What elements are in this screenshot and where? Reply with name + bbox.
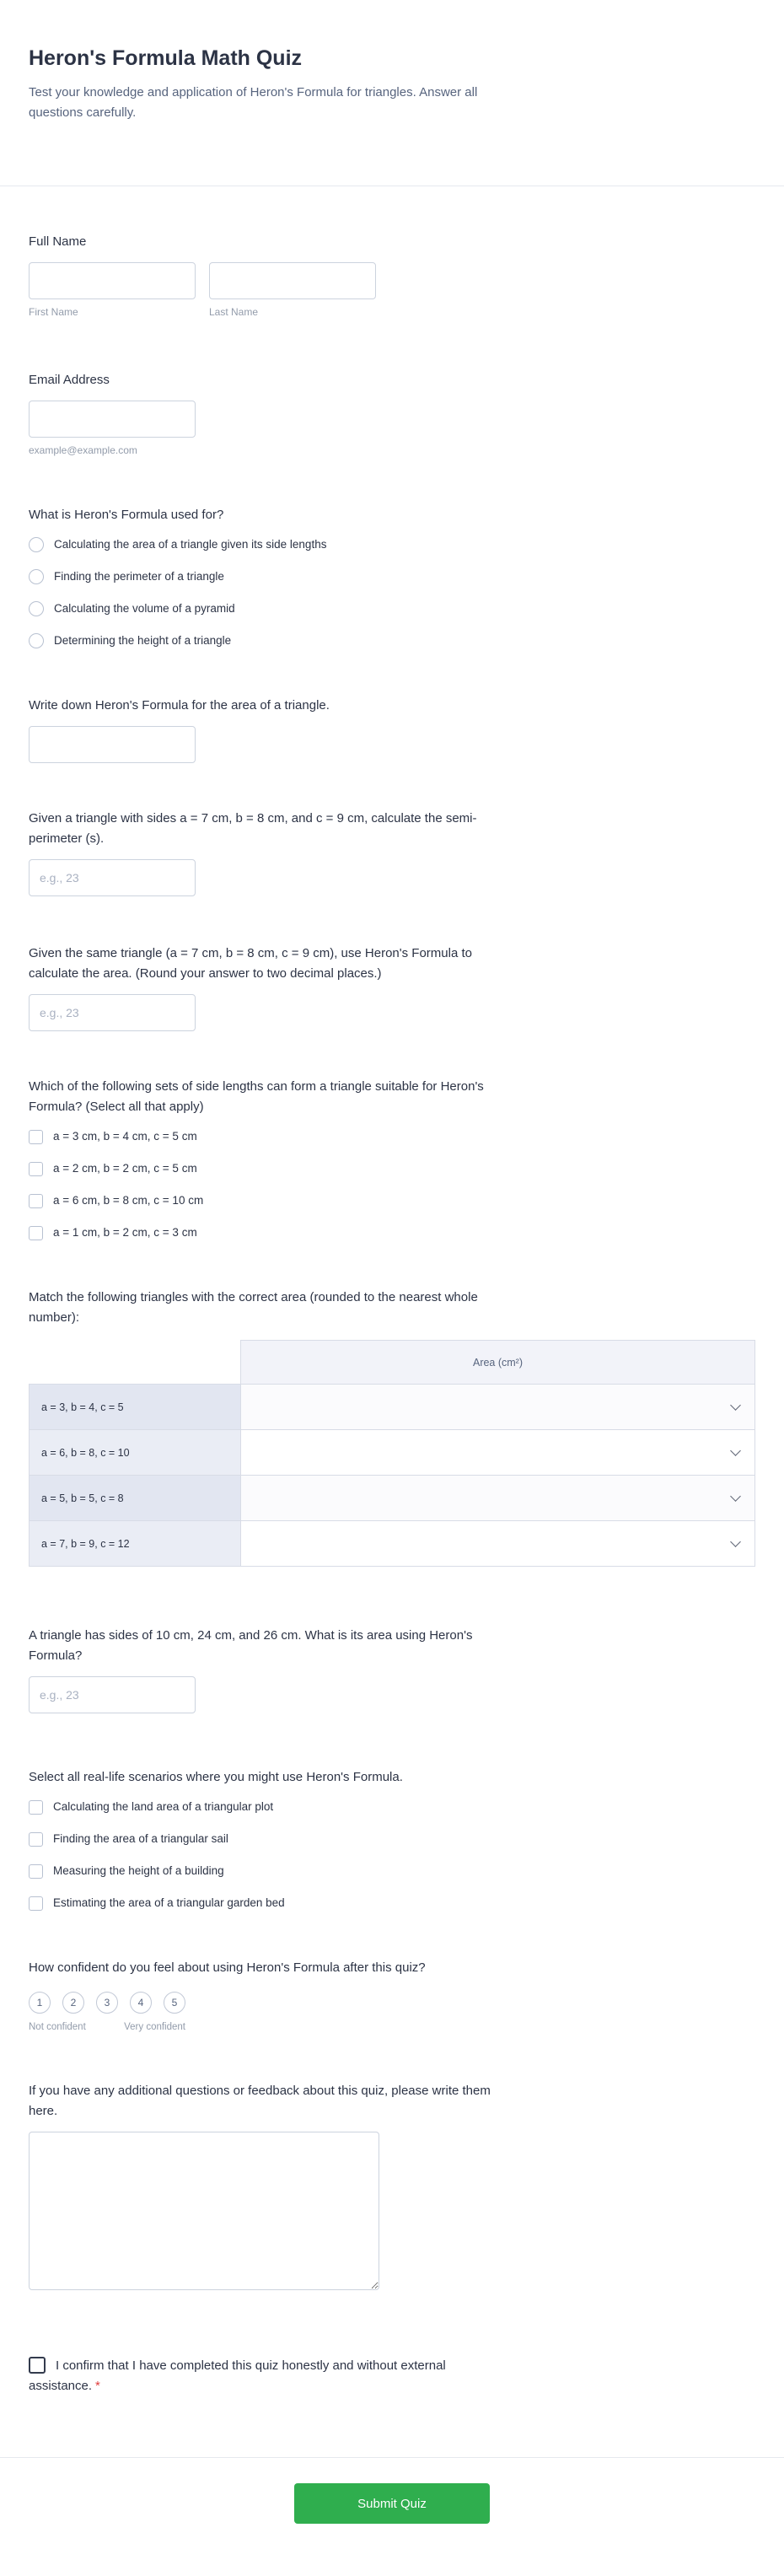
checkbox-icon[interactable] (29, 1864, 43, 1879)
checkbox-option-garden-bed[interactable] (29, 1896, 755, 1911)
checkbox-option-label: Calculating the land area of a triangular plot (53, 1800, 274, 1813)
question-write-formula (29, 696, 755, 763)
matrix-corner-cell (30, 1341, 241, 1385)
radio-button-icon[interactable] (29, 569, 44, 584)
semi-perimeter-label: Given a triangle with sides a = 7 cm, b = 8 cm, and c = 9 cm, calculate the semi-perimeter (s). (29, 811, 477, 846)
radio-button-icon[interactable] (29, 633, 44, 648)
first-name-sublabel: First Name (29, 306, 78, 318)
matrix-answer-dropdown-3[interactable] (241, 1476, 755, 1521)
checkbox-icon[interactable] (29, 1162, 43, 1176)
heron-usage-label: What is Heron's Formula used for? (29, 508, 224, 522)
required-asterisk: * (95, 2379, 100, 2393)
scale-left-label: Not confident (29, 2022, 86, 2032)
last-name-input[interactable] (209, 262, 376, 299)
question-heron-usage (29, 505, 755, 648)
question-semi-perimeter (29, 809, 755, 896)
question-valid-sets (29, 1077, 755, 1240)
chevron-down-icon (730, 1536, 741, 1547)
radio-option-area[interactable] (29, 537, 755, 552)
radio-option-label: Calculating the area of a triangle given its side lengths (54, 538, 327, 551)
full-name-label: Full Name (29, 234, 87, 249)
matrix-row-4 (30, 1521, 755, 1567)
checkbox-option-label: Finding the area of a triangular sail (53, 1832, 228, 1845)
radio-button-icon[interactable] (29, 601, 44, 616)
radio-option-label: Finding the perimeter of a triangle (54, 570, 224, 583)
write-formula-label: Write down Heron's Formula for the area of a triangle. (29, 698, 330, 713)
area-calc-label: Given the same triangle (a = 7 cm, b = 8 cm, c = 9 cm), use Heron's Formula to calculate the area. (Round your answer to two decimal places.) (29, 946, 472, 981)
confidence-scale-labels (29, 2022, 185, 2032)
first-name-input[interactable] (29, 262, 196, 299)
write-formula-input[interactable] (29, 726, 196, 763)
matrix-column-header: Area (cm²) (241, 1341, 755, 1385)
heron-usage-options (29, 537, 755, 648)
question-match-area (29, 1288, 755, 1567)
matrix-answer-dropdown-2[interactable] (241, 1430, 755, 1476)
question-scenarios (29, 1767, 755, 1911)
last-name-sublabel: Last Name (209, 306, 259, 318)
confidence-label: How confident do you feel about using Heron's Formula after this quiz? (29, 1960, 426, 1975)
email-label: Email Address (29, 373, 110, 387)
checkbox-option-sail[interactable] (29, 1831, 755, 1847)
email-input[interactable] (29, 401, 196, 438)
chevron-down-icon (730, 1445, 741, 1456)
checkbox-option-label: a = 3 cm, b = 4 cm, c = 5 cm (53, 1130, 197, 1143)
scale-option-4[interactable]: 4 (130, 1992, 152, 2014)
feedback-textarea[interactable] (29, 2132, 379, 2290)
first-name-group (29, 262, 196, 318)
radio-button-icon[interactable] (29, 537, 44, 552)
question-area-calc (29, 944, 755, 1031)
submit-button[interactable]: Submit Quiz (294, 2483, 490, 2524)
question-full-name (29, 232, 755, 318)
checkbox-option-label: a = 2 cm, b = 2 cm, c = 5 cm (53, 1162, 197, 1175)
scale-option-1[interactable]: 1 (29, 1992, 51, 2014)
checkbox-option-building-height[interactable] (29, 1863, 755, 1879)
scale-option-5[interactable]: 5 (164, 1992, 185, 2014)
checkbox-option-label: Measuring the height of a building (53, 1864, 224, 1877)
form-body (0, 232, 784, 2396)
checkbox-option-label: Estimating the area of a triangular garden bed (53, 1896, 285, 1909)
chevron-down-icon (730, 1400, 741, 1411)
area-10-24-26-input[interactable] (29, 1676, 196, 1713)
checkbox-option-6-8-10[interactable] (29, 1193, 755, 1208)
checkbox-icon[interactable] (29, 1130, 43, 1144)
radio-option-perimeter[interactable] (29, 569, 755, 584)
confidence-scale (29, 1992, 755, 2014)
scale-right-label: Very confident (124, 2022, 185, 2032)
matrix-row-header: a = 5, b = 5, c = 8 (30, 1476, 241, 1521)
matrix-row-header: a = 3, b = 4, c = 5 (30, 1385, 241, 1430)
checkbox-option-3-4-5[interactable] (29, 1129, 755, 1144)
form-footer (0, 2458, 784, 2575)
form-subtitle: Test your knowledge and application of Heron's Formula for triangles. Answer all questions carefully. (29, 85, 478, 120)
question-confirm (29, 2356, 755, 2396)
valid-sets-label: Which of the following sets of side lengths can form a triangle suitable for Heron's Formula? (Select all that apply) (29, 1079, 484, 1114)
feedback-label: If you have any additional questions or feedback about this quiz, please write them here. (29, 2084, 491, 2118)
matrix-answer-dropdown-1[interactable] (241, 1385, 755, 1430)
matrix-row-2 (30, 1430, 755, 1476)
checkbox-option-2-2-5[interactable] (29, 1161, 755, 1176)
match-area-label: Match the following triangles with the correct area (rounded to the nearest whole number): (29, 1290, 478, 1325)
form-title: Heron's Formula Math Quiz (29, 46, 303, 70)
checkbox-option-label: a = 1 cm, b = 2 cm, c = 3 cm (53, 1226, 197, 1239)
matrix-row-1 (30, 1385, 755, 1430)
matrix-table (29, 1340, 755, 1567)
valid-sets-options (29, 1129, 755, 1240)
email-sublabel: example@example.com (29, 444, 137, 456)
checkbox-icon[interactable] (29, 1194, 43, 1208)
chevron-down-icon (730, 1491, 741, 1502)
area-10-24-26-label: A triangle has sides of 10 cm, 24 cm, and 26 cm. What is its area using Heron's Formula? (29, 1628, 473, 1663)
scenarios-label: Select all real-life scenarios where you might use Heron's Formula. (29, 1770, 403, 1784)
form-header (0, 0, 784, 186)
matrix-header-row (30, 1341, 755, 1385)
question-email (29, 370, 755, 456)
matrix-row-3 (30, 1476, 755, 1521)
radio-option-volume[interactable] (29, 601, 755, 616)
checkbox-icon[interactable] (29, 1226, 43, 1240)
question-feedback (29, 2081, 755, 2290)
radio-option-label: Determining the height of a triangle (54, 634, 232, 647)
semi-perimeter-input[interactable] (29, 859, 196, 896)
area-calc-input[interactable] (29, 994, 196, 1031)
checkbox-option-1-2-3[interactable] (29, 1225, 755, 1240)
checkbox-option-label: a = 6 cm, b = 8 cm, c = 10 cm (53, 1194, 204, 1207)
matrix-answer-dropdown-4[interactable] (241, 1521, 755, 1567)
matrix-row-header: a = 7, b = 9, c = 12 (30, 1521, 241, 1567)
scenarios-options (29, 1799, 755, 1911)
full-name-inputs (29, 262, 755, 318)
matrix-row-header: a = 6, b = 8, c = 10 (30, 1430, 241, 1476)
checkbox-icon[interactable] (29, 1800, 43, 1815)
checkbox-icon[interactable] (29, 1832, 43, 1847)
checkbox-icon[interactable] (29, 2357, 46, 2374)
question-area-10-24-26 (29, 1626, 755, 1713)
checkbox-icon[interactable] (29, 1896, 43, 1911)
scale-option-2[interactable]: 2 (62, 1992, 84, 2014)
confirm-checkbox-row[interactable] (29, 2356, 518, 2396)
confirm-label: I confirm that I have completed this quiz honestly and without external assistance. (29, 2358, 446, 2393)
last-name-group (209, 262, 376, 318)
checkbox-option-land-plot[interactable] (29, 1799, 755, 1815)
radio-option-height[interactable] (29, 633, 755, 648)
question-confidence (29, 1958, 755, 2032)
scale-option-3[interactable]: 3 (96, 1992, 118, 2014)
radio-option-label: Calculating the volume of a pyramid (54, 602, 235, 615)
